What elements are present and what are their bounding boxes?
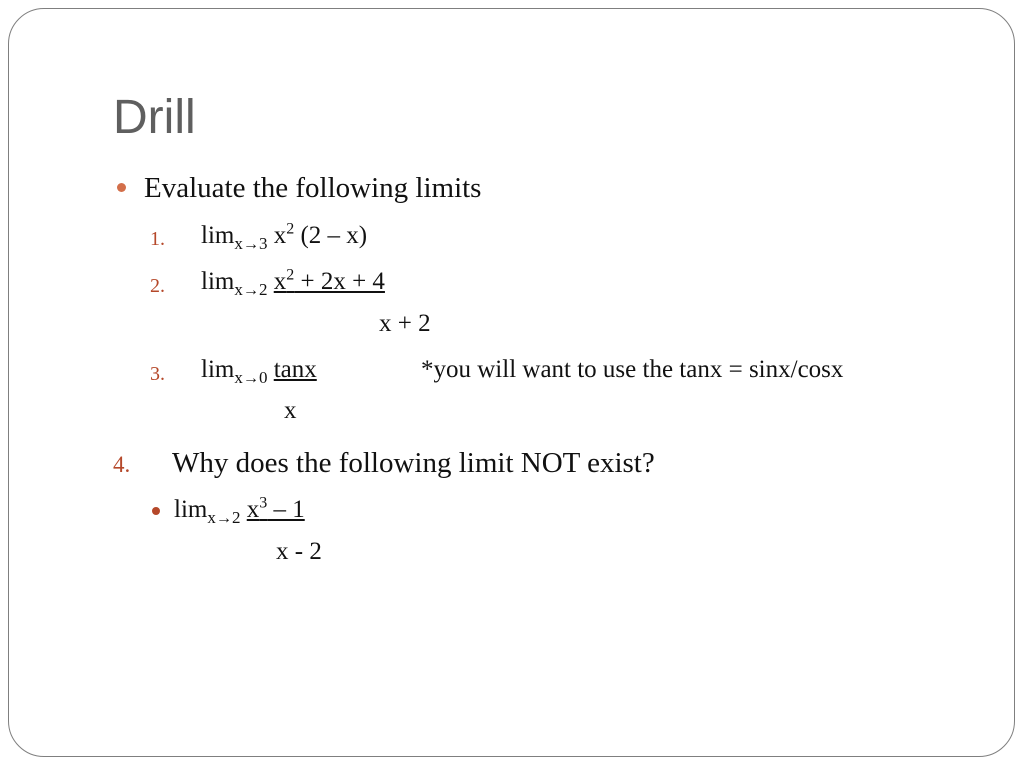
arrow-right-icon: → — [215, 510, 232, 527]
question-not-exist: Why does the following limit NOT exist? — [172, 447, 655, 479]
limit-expression-3 — [201, 356, 317, 387]
fraction-numerator: $x^2 + 2x + 4$ — [273, 266, 385, 295]
limit-expression-1 — [201, 220, 368, 253]
lim-value: 2 — [258, 280, 268, 299]
slide-title: Drill — [113, 91, 196, 144]
fraction-denominator-4: x - 2 — [276, 538, 322, 565]
lim-var: x — [234, 234, 243, 253]
limit-expression-2 — [201, 266, 385, 299]
limit-expression-4 — [174, 494, 305, 527]
lim-label: lim — [201, 268, 235, 295]
lim-label: lim — [201, 222, 235, 249]
lim-label: lim — [201, 356, 235, 383]
arrow-right-icon: → — [242, 282, 259, 299]
expr-rest: (2 – x) — [294, 222, 368, 249]
fraction-denominator-2: x + 2 — [379, 310, 431, 337]
item-number-1: 1. — [150, 228, 165, 250]
lim-var: x — [234, 368, 243, 387]
lim-var: x — [207, 508, 216, 527]
bullet-evaluate-limits: Evaluate the following limits — [144, 172, 482, 204]
fraction-numerator: tanx — [273, 356, 317, 383]
item-number-2: 2. — [150, 275, 165, 297]
hint-text: *you will want to use the tanx = sinx/cosx — [421, 356, 844, 383]
expr-exponent: 2 — [286, 220, 295, 238]
item-number-3: 3. — [150, 363, 165, 385]
lim-var: x — [234, 280, 243, 299]
lim-value: 0 — [258, 368, 268, 387]
expr-base: x — [273, 222, 287, 249]
arrow-right-icon: → — [242, 370, 259, 387]
fraction-denominator-3: x — [284, 397, 297, 424]
item-number-4: 4. — [113, 452, 131, 477]
bullet-dot-icon — [152, 507, 160, 515]
lim-value: 3 — [258, 234, 268, 253]
bullet-dot-icon — [117, 183, 126, 192]
lim-value: 2 — [231, 508, 241, 527]
arrow-right-icon: → — [242, 236, 259, 253]
lim-label: lim — [174, 496, 208, 523]
fraction-numerator: $x^3 - 1$ — [246, 494, 305, 523]
